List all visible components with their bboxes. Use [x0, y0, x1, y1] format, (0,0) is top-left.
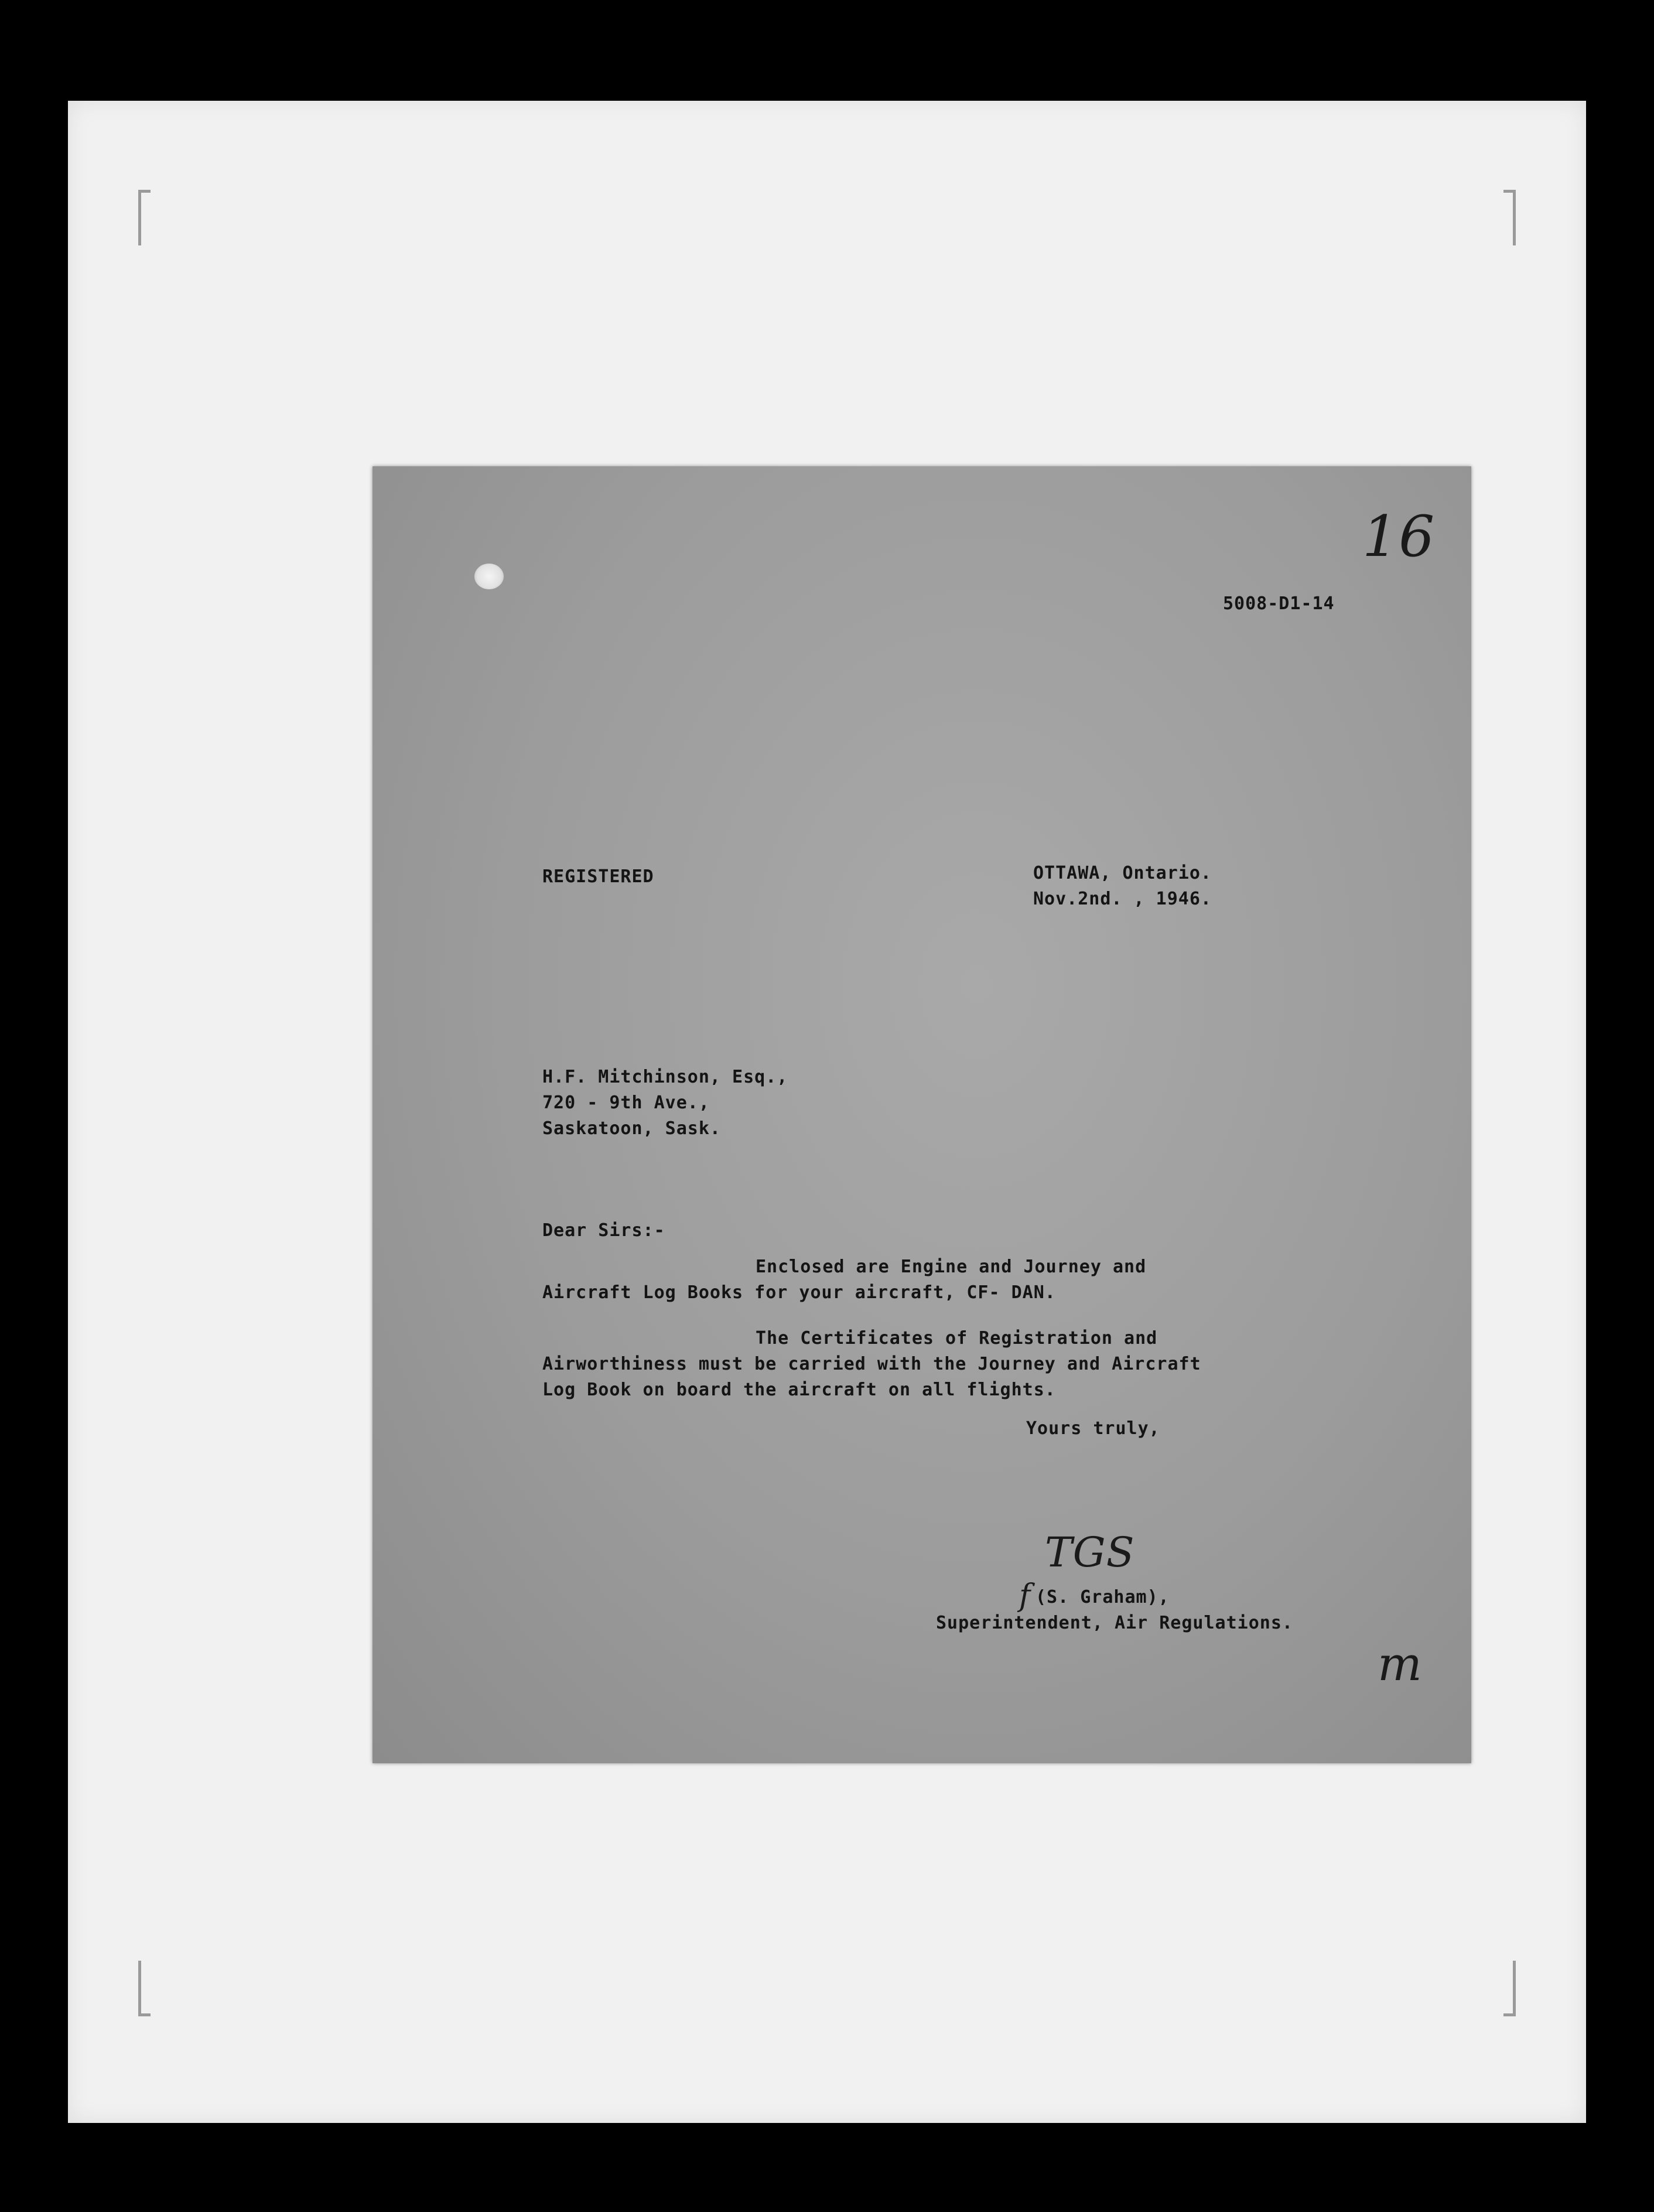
- letter-date: Nov.2nd. , 1946.: [1033, 889, 1212, 909]
- salutation: Dear Sirs:-: [542, 1220, 665, 1241]
- body-line: Enclosed are Engine and Journey and: [756, 1257, 1147, 1277]
- recipient-name: H.F. Mitchinson, Esq.,: [542, 1067, 788, 1087]
- file-number: 5008-D1-14: [1223, 593, 1335, 614]
- body-line: The Certificates of Registration and: [756, 1328, 1158, 1349]
- body-line: Aircraft Log Books for your aircraft, CF- DAN.: [542, 1282, 1056, 1303]
- signer-title: Superintendent, Air Regulations.: [936, 1613, 1293, 1633]
- handwritten-corner-mark: m: [1378, 1637, 1423, 1691]
- letter-page: [373, 466, 1471, 1763]
- signer-name: (S. Graham),: [1036, 1587, 1170, 1607]
- per-mark: f: [1019, 1578, 1031, 1613]
- body-line: Log Book on board the aircraft on all flights.: [542, 1380, 1056, 1400]
- closing: Yours truly,: [1026, 1418, 1160, 1439]
- punch-hole: [474, 564, 504, 589]
- recipient-city: Saskatoon, Sask.: [542, 1118, 721, 1139]
- mail-class: REGISTERED: [542, 866, 654, 887]
- crop-mark-top-right: [1503, 190, 1516, 245]
- body-line: Airworthiness must be carried with the Journey and Aircraft: [542, 1354, 1201, 1374]
- signature-initials: TGS: [1045, 1528, 1135, 1576]
- recipient-street: 720 - 9th Ave.,: [542, 1093, 710, 1113]
- handwritten-page-number: 16: [1362, 504, 1436, 569]
- letter-place: OTTAWA, Ontario.: [1033, 863, 1212, 883]
- crop-mark-bottom-left: [138, 1961, 151, 2016]
- crop-mark-top-left: [138, 190, 151, 245]
- crop-mark-bottom-right: [1503, 1961, 1516, 2016]
